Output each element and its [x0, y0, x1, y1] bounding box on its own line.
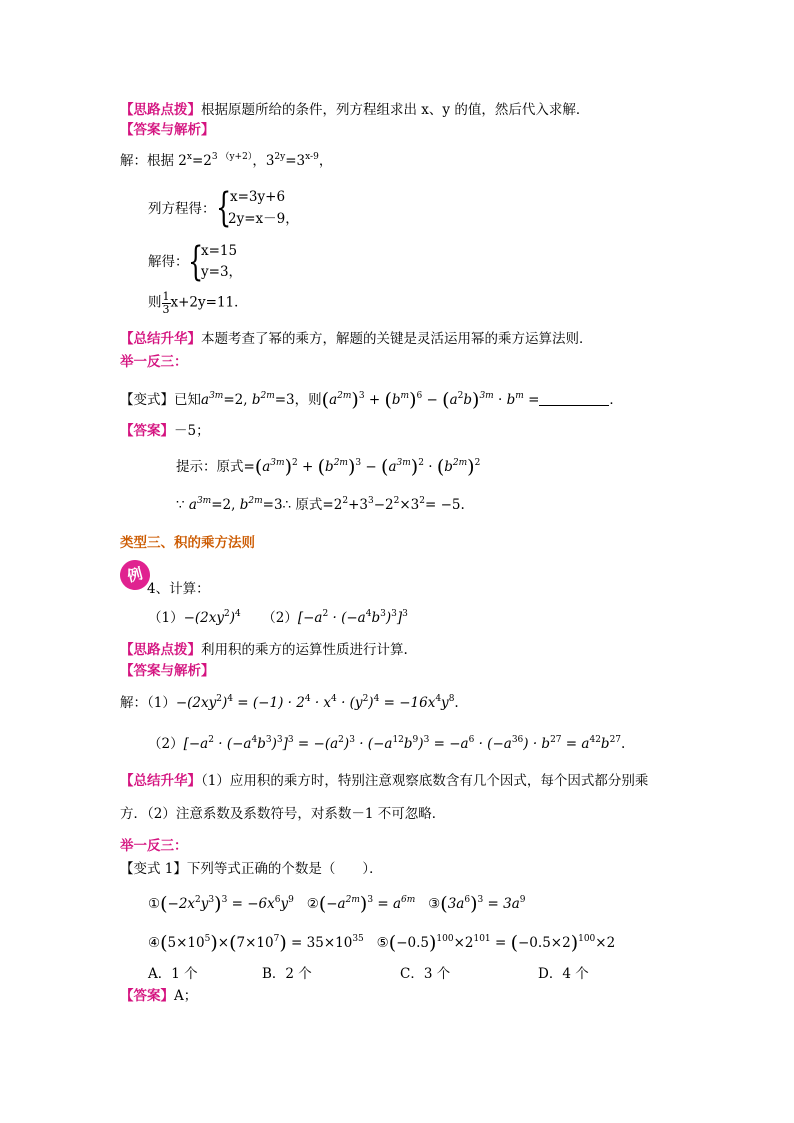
exponent: 2y [274, 152, 286, 162]
equation-row [228, 211, 299, 227]
hint-paragraph [120, 642, 408, 658]
summary-paragraph-continued: 方．（2）注意系数及系数符号，对系数－1 不可忽略． [120, 806, 446, 822]
choice-a[interactable]: A．1 个 [148, 966, 198, 982]
text: =3，则 [274, 392, 322, 408]
text: x+2y=11． [170, 294, 248, 311]
solution-line: 解：$(1)-(2xy^2)^4 = (-1) \cdot 2^4 \cdot x^4 \cdot (y^2)^4 = -16x^4y^8$. [120, 694, 459, 711]
example-questions: $(1)-(2xy^2)^4$ $(2)[-a^2 \cdot (-a^4b^3)^3]^3$ [148, 609, 408, 626]
text: 解：根据 2 [120, 153, 187, 169]
equation-row [201, 264, 242, 280]
text: （2） [262, 610, 298, 626]
example-badge: 例 [117, 557, 154, 594]
statement-2: $②(-a^{2m})^3 = a^{6m}$ [306, 893, 416, 915]
section-tag: 【总结升华】 [120, 331, 201, 347]
paragraph-text: 根据原题所给的条件，列方程组求出 x、y 的值，然后代入求解． [201, 102, 590, 118]
variant-question: 【变式】已知$a^{3m}=2$, $b^{2m}=3$，则$(a^{2m})^3 + (b^m)^6 - (a^2b)^{3m} \cdot b^m$ = ． [120, 389, 623, 411]
text: =2, [211, 497, 236, 513]
equation-row: x=15 [201, 243, 238, 259]
paragraph-text: 利用积的乘方的运算性质进行计算. [201, 642, 408, 658]
text: 【变式】已知 [120, 392, 201, 408]
statement-5: $⑤(-0.5)^{100}\times 2^{101} = (-0.5\times 2)^{100}\times 2$ [376, 932, 616, 954]
answer-blank[interactable] [539, 393, 609, 406]
text: ， [318, 153, 333, 169]
paragraph-text: （1）应用积的乘方时，特别注意观察底数含有几个因式，每个因式都分别乘 [201, 773, 649, 789]
section-tag: 【总结升华】 [120, 773, 201, 789]
text: − [426, 392, 438, 408]
practice-heading [120, 354, 188, 370]
solution-line: $(2)[-a^2 \cdot (-a^4b^3)^3]^3 = -(a^2)^3 \cdot (-a^{12}b^9)^3 = -a^6 \cdot (-a^{36}) \cdot b^{27} = a^{42}b^{27}$. [148, 735, 626, 752]
hint-paragraph [120, 102, 589, 118]
section-tag: 【思路点拨】 [120, 102, 201, 118]
practice-heading [120, 838, 188, 854]
section-tag: 【答案】 [120, 423, 174, 439]
text: ， [285, 211, 299, 227]
text: y=3 [201, 264, 229, 280]
solution-label: 解得： [148, 254, 189, 270]
brace: { [188, 239, 204, 285]
section-tag: 【答案与解析】 [120, 122, 215, 138]
brace: { [216, 185, 232, 231]
section-tag: 举一反三： [120, 354, 188, 370]
text: + [302, 459, 314, 475]
answer-line [120, 423, 210, 439]
text: －5； [174, 423, 210, 439]
text: − [365, 459, 377, 475]
text: ∴ 原式= [282, 497, 334, 513]
text: ∵ [176, 497, 185, 513]
solution-line [120, 152, 332, 169]
text: =3 [285, 153, 306, 169]
equation-row: x=3y+6 [230, 189, 286, 205]
text: =2 [191, 153, 212, 169]
statement-4: $④(5\times 10^5)\times(7\times 10^7) = 35\times 10^{35}$ [148, 932, 364, 954]
equation-label: 列方程得： [148, 201, 216, 217]
text: · [498, 392, 503, 408]
text: A； [174, 988, 198, 1004]
example-label: 4、计算： [147, 581, 210, 597]
numerator: 1 [162, 290, 170, 303]
summary-paragraph [120, 773, 648, 789]
choice-c[interactable]: C．3 个 [400, 966, 451, 982]
denominator: 3 [162, 302, 170, 316]
section-title: 类型三、积的乘方法则 [120, 535, 255, 551]
choice-b[interactable]: B．2 个 [262, 966, 312, 982]
text: = −5. [425, 497, 465, 513]
text: =3 [262, 497, 283, 513]
text: ． [609, 392, 623, 408]
text: 则 [148, 294, 162, 311]
hint-line: 提示：原式$=(a^{3m})^2 + (b^{2m})^3 - (a^{3m})^2 \cdot (b^{2m})^2$ [176, 456, 481, 478]
statement-1: $①(-2x^2y^3)^3 = -6x^6y^9$ [148, 893, 294, 915]
statement-row [148, 932, 615, 955]
answer-heading [120, 663, 215, 679]
exponent: x [186, 152, 192, 162]
result-line [148, 291, 248, 315]
variant-question: 【变式 1】下列等式正确的个数是（ ）． [120, 861, 383, 877]
fraction [162, 291, 171, 315]
section-tag: 【答案】 [120, 988, 174, 1004]
section-tag: 【答案与解析】 [120, 663, 215, 679]
text: ， [228, 264, 243, 280]
text: ，3 [252, 153, 275, 169]
choice-d[interactable]: D．4 个 [538, 966, 589, 982]
section-tag: 【思路点拨】 [120, 642, 201, 658]
text: · [428, 459, 433, 475]
text: 2y=x－9 [228, 211, 286, 227]
text: （2） [148, 736, 184, 752]
exponent: 3 （y+2） [211, 152, 253, 162]
statement-row [148, 893, 526, 916]
statement-3: $③(3a^6)^3 = 3a^9$ [428, 893, 526, 915]
answer-line [120, 988, 197, 1004]
exponent: x-9 [305, 152, 319, 162]
section-tag: 举一反三： [120, 838, 188, 854]
answer-heading [120, 122, 215, 138]
text: 提示：原式= [176, 459, 255, 475]
text: 解：（1） [120, 695, 176, 711]
text: =2, [223, 392, 248, 408]
paragraph-text: 本题考查了幂的乘方，解题的关键是灵活运用幂的乘方运算法则． [201, 331, 593, 347]
summary-paragraph [120, 331, 593, 347]
because-line: ∵ $a^{3m}=2$, $b^{2m}=3\therefore$ 原式$=2^2+3^3-2^2\times 3^2= -5$. [176, 496, 465, 513]
text: （1） [148, 610, 184, 626]
text: = [528, 392, 540, 408]
